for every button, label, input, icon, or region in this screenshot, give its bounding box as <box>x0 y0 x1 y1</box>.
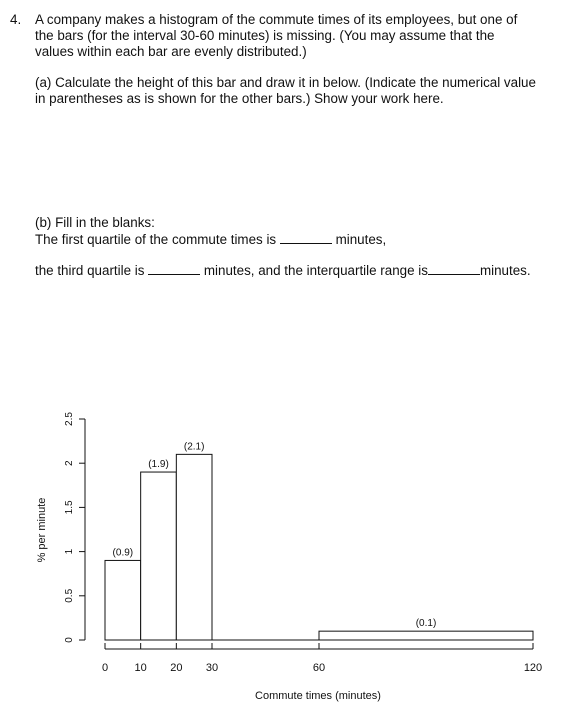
histogram-bar <box>105 560 141 640</box>
y-tick-label: 2.5 <box>64 412 75 426</box>
bar-value-label: (2.1) <box>183 441 205 453</box>
y-tick-label: 2 <box>64 460 75 466</box>
part-a-line: in parentheses as is shown for the other bars.) Show your work here. <box>35 91 444 106</box>
x-tick-label: 10 <box>134 662 147 674</box>
intro-line: A company makes a histogram of the commute times of its employees, but one of <box>35 12 518 27</box>
iqr-text: minutes, and the interquartile range is <box>203 263 428 278</box>
bar-value-label: (1.9) <box>148 459 169 471</box>
x-axis-label: Commute times (minutes) <box>255 690 381 702</box>
part-a-line: (a) Calculate the height of this bar and draw it in below. (Indicate the numerical value <box>35 75 536 90</box>
x-tick-label: 30 <box>205 662 219 674</box>
x-tick-label: 60 <box>312 662 326 674</box>
part-b-title: (b) Fill in the blanks: <box>35 215 155 230</box>
x-tick-label: 0 <box>101 662 109 674</box>
histogram-bar <box>319 631 533 640</box>
y-tick-label: 0 <box>64 637 75 643</box>
x-tick-label: 20 <box>170 662 183 674</box>
bar-value-label: (0.9) <box>112 547 134 559</box>
first-quartile-unit: minutes, <box>335 232 387 247</box>
question-number: 4. <box>10 12 22 27</box>
x-tick-label: 120 <box>523 662 543 674</box>
third-quartile-text: the third quartile is <box>35 263 145 278</box>
bar-value-label: (0.1) <box>415 618 437 630</box>
histogram-bar <box>141 472 177 640</box>
intro-line: the bars (for the interval 30-60 minutes) is missing. (You may assume that the <box>35 28 495 43</box>
intro-line: values within each bar are evenly distributed.) <box>35 44 307 59</box>
y-tick-label: 1 <box>64 548 75 555</box>
y-tick-label: 0.5 <box>64 588 75 603</box>
y-axis-label: % per minute <box>36 497 48 563</box>
histogram-bar <box>176 454 212 640</box>
y-tick-label: 1.5 <box>64 500 75 515</box>
iqr-unit: minutes. <box>479 263 531 278</box>
first-quartile-text: The first quartile of the commute times is <box>35 232 277 247</box>
